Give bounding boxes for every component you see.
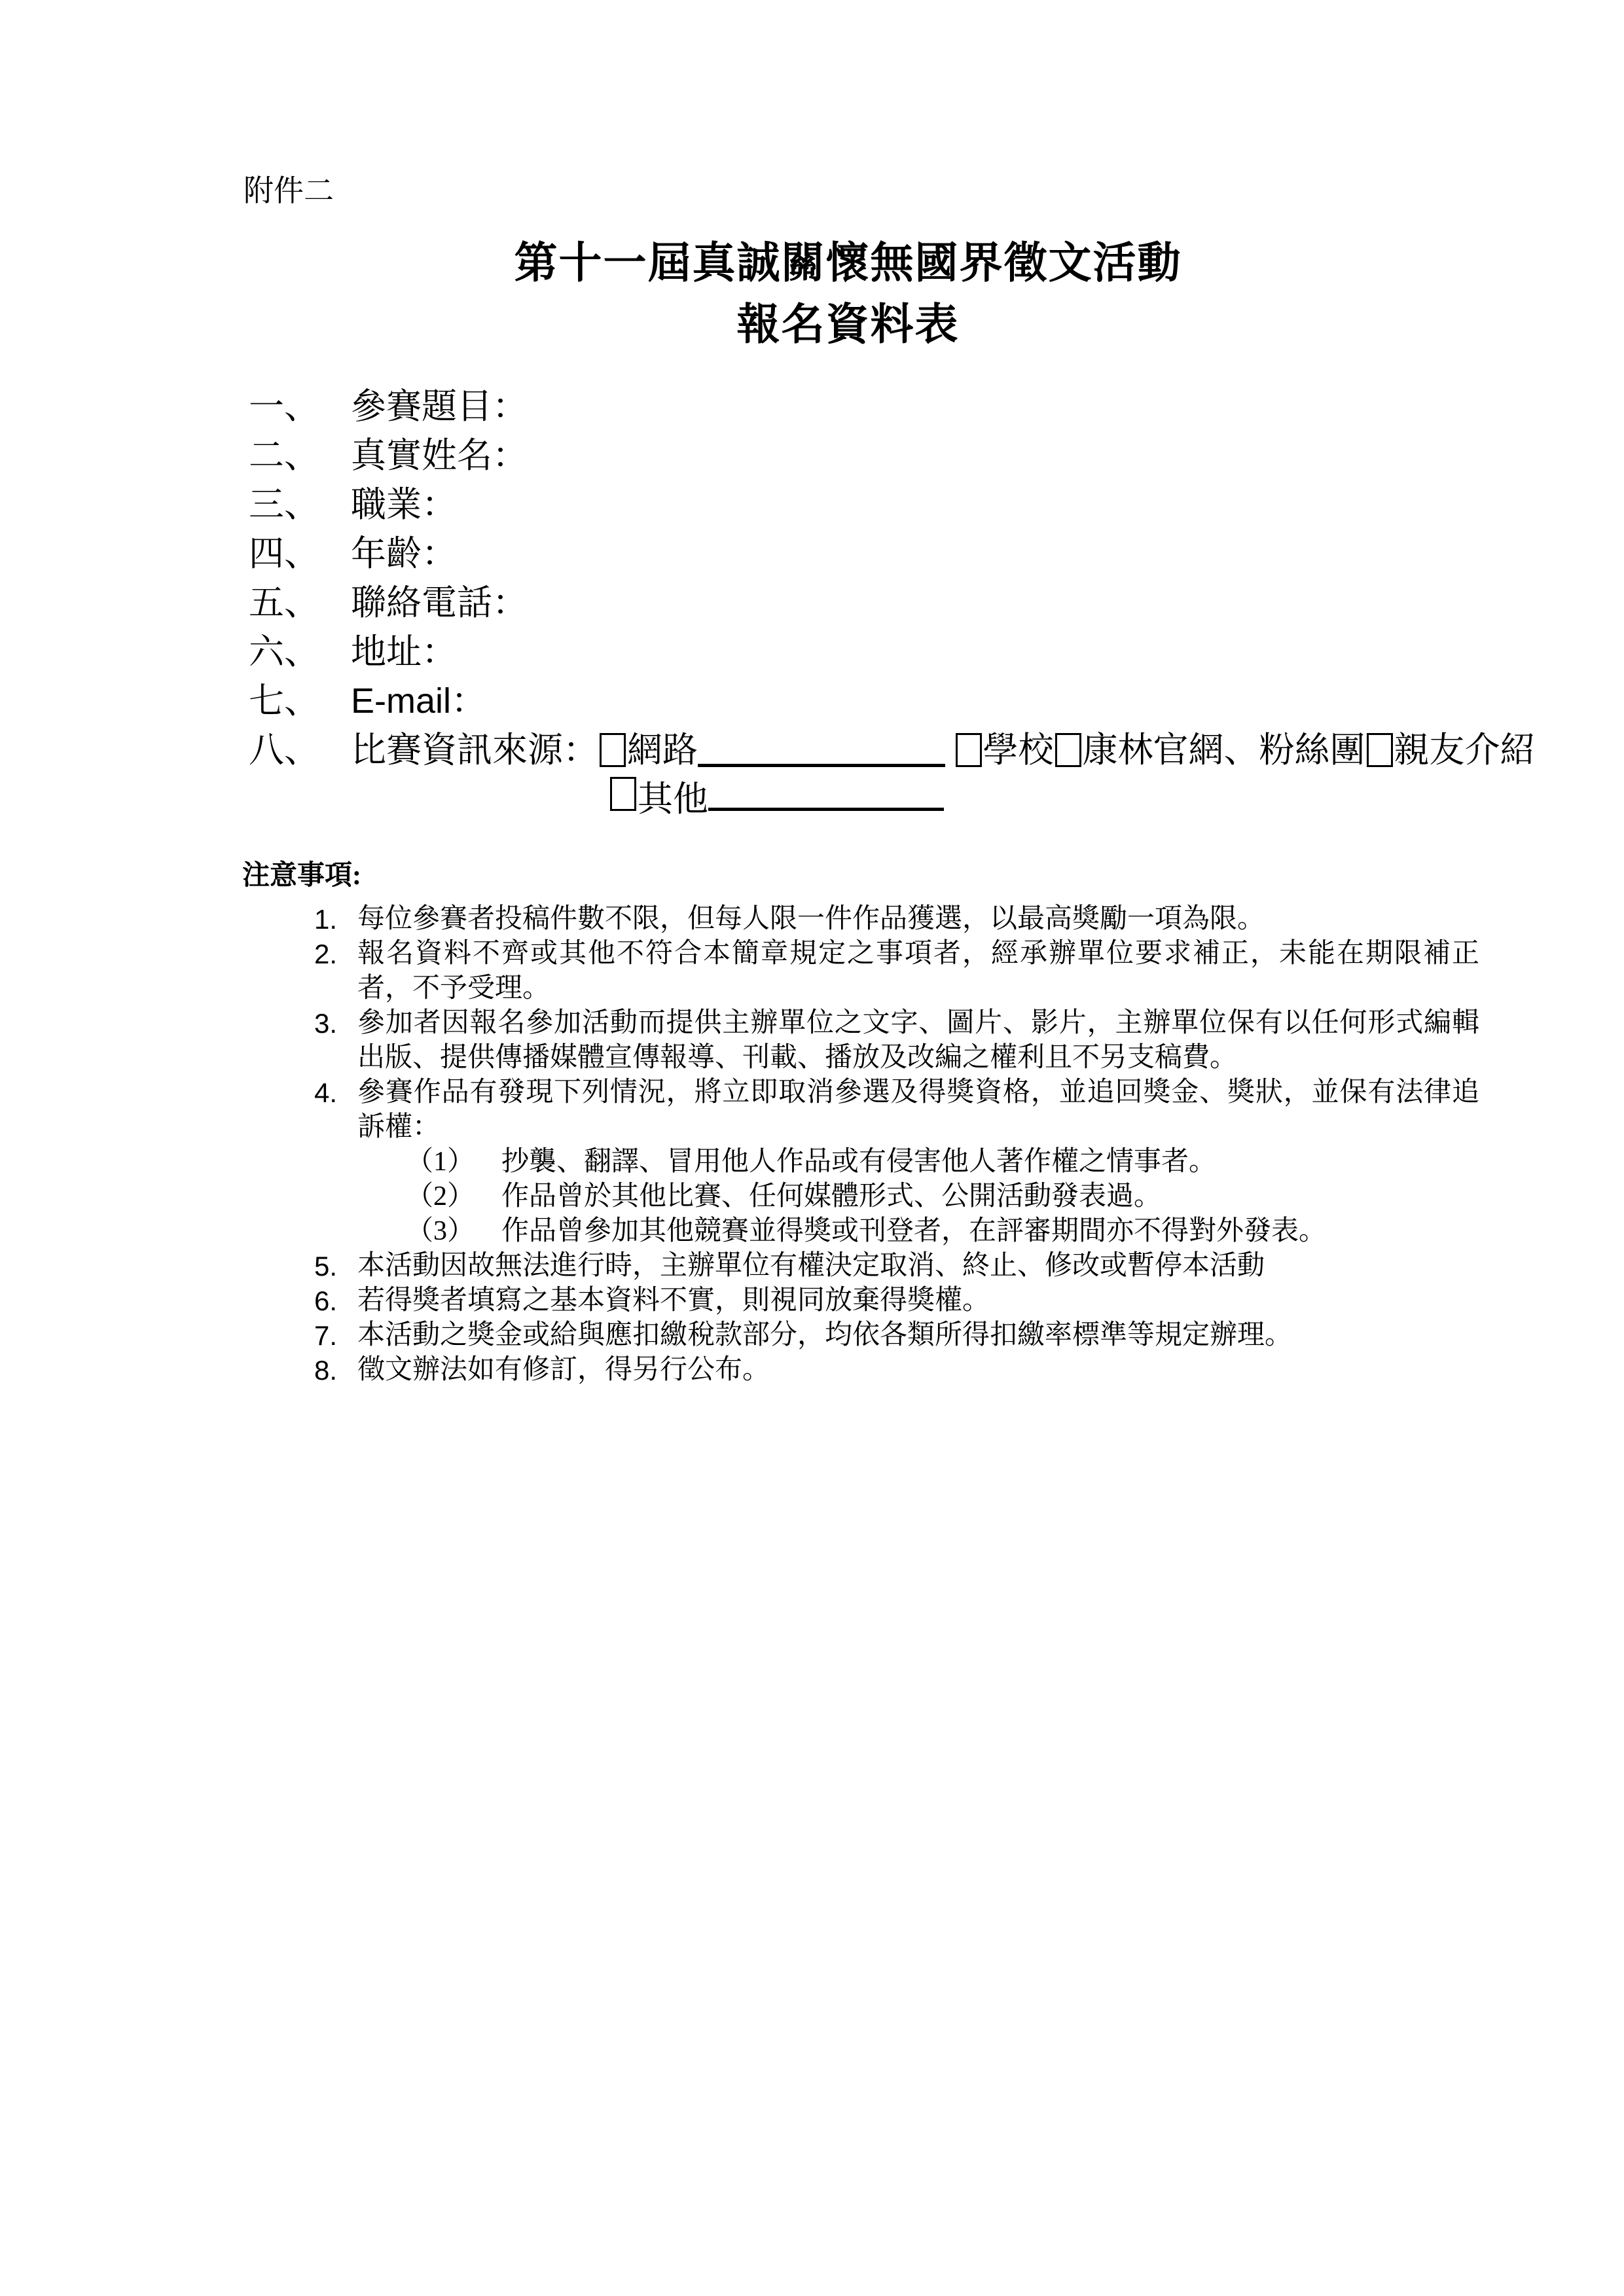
notes-section xyxy=(242,857,1506,1388)
note-item-3 xyxy=(314,1006,1479,1075)
row-number: 一、 xyxy=(249,387,319,426)
note-sub-number: （3） xyxy=(406,1216,475,1246)
note-text: 作品曾於其他比賽、任何媒體形式、公開活動發表過。 xyxy=(501,1181,1162,1211)
option-label-friends: 親友介紹 xyxy=(1394,730,1536,770)
form-row-occupation xyxy=(249,476,1572,526)
row-number: 三、 xyxy=(249,485,319,524)
note-item-2 xyxy=(314,937,1479,1006)
note-number: 1. xyxy=(314,904,338,935)
note-number: 6. xyxy=(314,1285,338,1316)
note-item-1 xyxy=(314,902,1479,937)
notes-list xyxy=(314,902,1479,1388)
note-text: 報名資料不齊或其他不符合本簡章規定之事項者，經承辦單位要求補正，未能在期限補正者，不予受理。 xyxy=(357,939,1479,1003)
option-label-network: 網路 xyxy=(627,730,698,770)
network-fill-in-line[interactable] xyxy=(698,741,945,767)
row-number: 五、 xyxy=(249,583,319,622)
form-row-phone xyxy=(249,575,1572,624)
note-number: 8. xyxy=(314,1355,338,1386)
note-text: 本活動之獎金或給與應扣繳稅款部分，均依各類所得扣繳率標準等規定辦理。 xyxy=(357,1320,1293,1350)
checkbox-network-icon[interactable] xyxy=(600,733,626,767)
other-fill-in-line[interactable] xyxy=(708,785,944,811)
info-source-options xyxy=(351,722,1536,772)
note-number: 4. xyxy=(314,1077,338,1108)
attachment-label: 附件二 xyxy=(244,174,334,207)
row-number: 七、 xyxy=(249,681,319,721)
row-number: 四、 xyxy=(249,534,319,573)
row-number: 六、 xyxy=(249,632,319,672)
note-text: 作品曾參加其他競賽並得獎或刊登者，在評審期間亦不得對外發表。 xyxy=(501,1216,1327,1246)
checkbox-other-icon[interactable] xyxy=(610,777,636,811)
option-label-school: 學校 xyxy=(983,730,1054,770)
option-label-other: 其他 xyxy=(638,780,708,819)
form-row-age xyxy=(249,526,1572,575)
field-label-address: 地址： xyxy=(351,632,457,672)
note-item-5 xyxy=(314,1249,1479,1283)
note-text: 若得獎者填寫之基本資料不實，則視同放棄得獎權。 xyxy=(357,1285,990,1316)
note-number: 3. xyxy=(314,1008,338,1039)
note-text: 抄襲、翻譯、冒用他人作品或有侵害他人著作權之情事者。 xyxy=(501,1147,1217,1177)
note-subitem-2 xyxy=(406,1179,1479,1214)
form-row-info-source xyxy=(249,722,1572,771)
title-block xyxy=(0,233,1624,356)
form-row-address xyxy=(249,624,1572,673)
note-text: 每位參賽者投稿件數不限，但每人限一件作品獲選，以最高獎勵一項為限。 xyxy=(357,904,1265,934)
form-row-email xyxy=(249,673,1572,722)
form-row-topic xyxy=(249,378,1572,427)
note-number: 2. xyxy=(314,939,338,969)
note-number: 7. xyxy=(314,1320,338,1351)
row-number: 二、 xyxy=(249,436,319,475)
page-subtitle: 報名資料表 xyxy=(736,301,960,349)
note-text: 參加者因報名參加活動而提供主辦單位之文字、圖片、影片，主辦單位保有以任何形式編輯出版、提供傳播媒體宣傳報導、刊載、播放及改編之權利且不另支稿費。 xyxy=(357,1008,1479,1073)
form-row-info-source-other xyxy=(609,771,1572,820)
note-subitem-3 xyxy=(406,1214,1479,1249)
form-row-name xyxy=(249,427,1572,476)
field-label-topic: 參賽題目： xyxy=(351,387,528,426)
note-text: 本活動因故無法進行時，主辦單位有權決定取消、終止、修改或暫停本活動 xyxy=(357,1251,1265,1281)
note-text: 徵文辦法如有修訂，得另行公布。 xyxy=(357,1355,770,1385)
page-title: 第十一屆真誠關懷無國界徵文活動 xyxy=(514,240,1182,287)
row-number: 八、 xyxy=(249,730,319,770)
note-item-7 xyxy=(314,1318,1479,1353)
note-item-8 xyxy=(314,1353,1479,1388)
notes-heading: 注意事項: xyxy=(242,861,361,891)
checkbox-official-site-icon[interactable] xyxy=(1055,733,1081,767)
note-sub-number: （1） xyxy=(406,1147,475,1177)
note-text: 參賽作品有發現下列情況，將立即取消參選及得獎資格，並追回獎金、獎狀，並保有法律追訴權： xyxy=(357,1077,1479,1142)
field-label-email: E-mail： xyxy=(351,681,487,721)
field-label-name: 真實姓名： xyxy=(351,436,528,475)
field-label-occupation: 職業： xyxy=(351,485,457,524)
field-label-info-source: 比賽資訊來源： xyxy=(351,730,598,770)
checkbox-friends-icon[interactable] xyxy=(1367,733,1393,767)
field-label-phone: 聯絡電話： xyxy=(351,583,528,622)
option-label-official-site: 康林官網、粉絲團 xyxy=(1082,730,1365,770)
note-subitem-1 xyxy=(406,1145,1479,1179)
note-item-4 xyxy=(314,1075,1479,1145)
note-item-6 xyxy=(314,1283,1479,1318)
note-number: 5. xyxy=(314,1251,338,1282)
note-sub-number: （2） xyxy=(406,1181,475,1211)
checkbox-school-icon[interactable] xyxy=(956,733,982,767)
field-label-age: 年齡： xyxy=(351,534,457,573)
registration-form xyxy=(249,378,1572,820)
